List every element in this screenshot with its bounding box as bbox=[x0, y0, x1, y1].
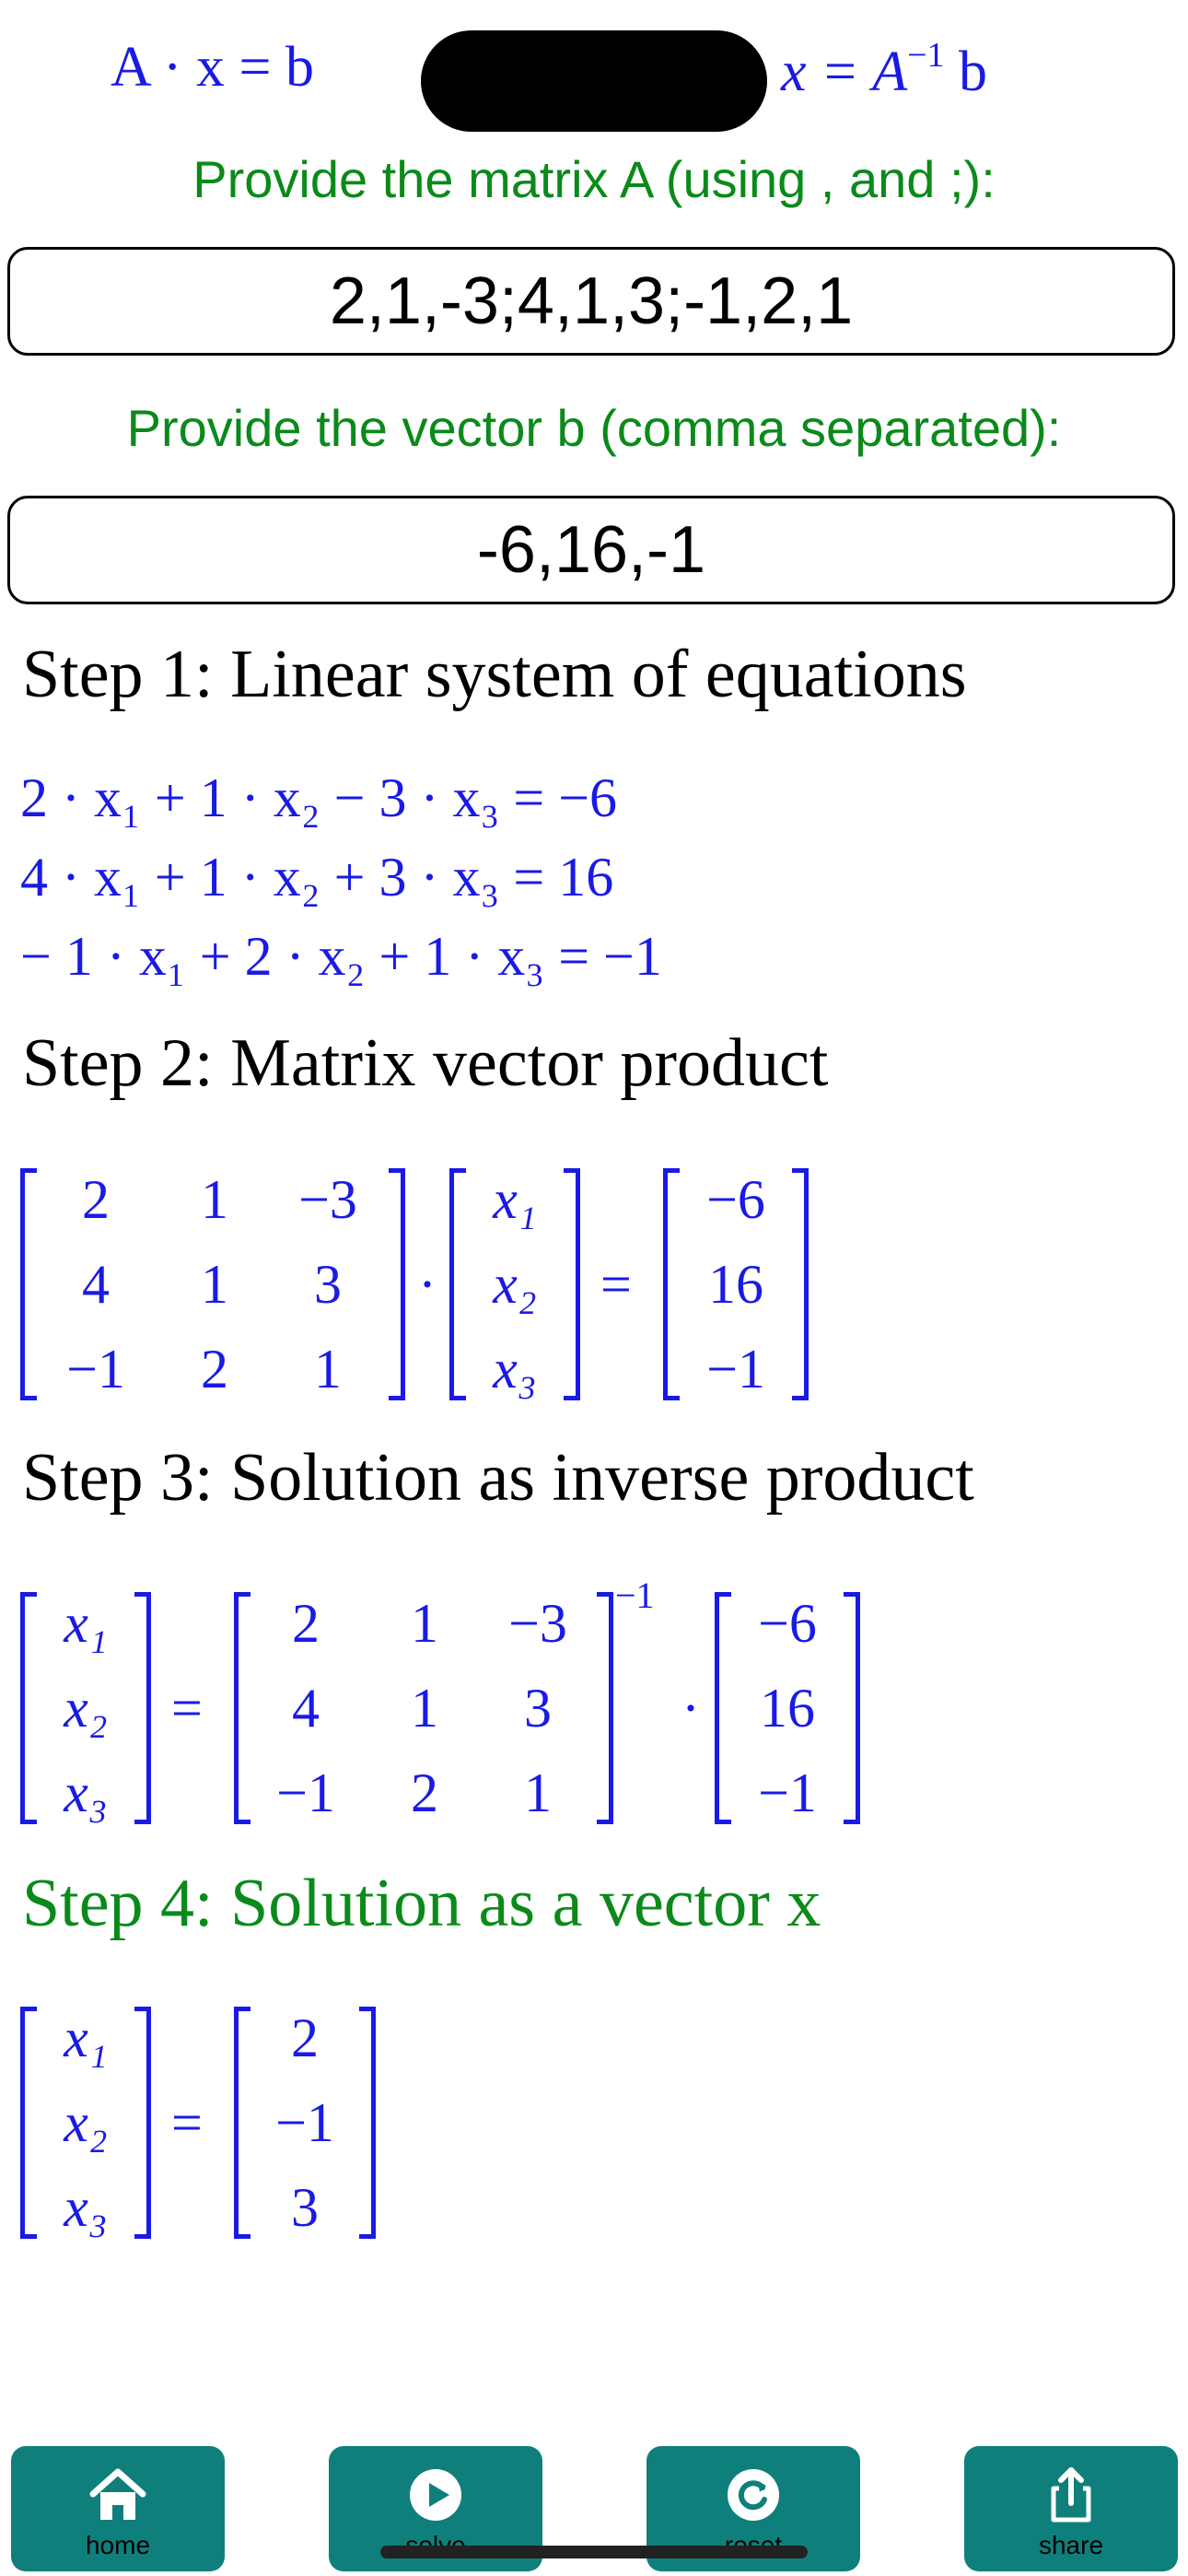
matrix-cell: −3 bbox=[298, 1169, 357, 1230]
matrix-cell: 2 bbox=[201, 1339, 228, 1399]
equation-row-1: 2 · x₁ + 1 · x₂ − 3 · x₃ = −6 bbox=[20, 767, 618, 828]
step3-matrix-a bbox=[234, 1592, 613, 1824]
solution-cell: 2 bbox=[291, 2008, 319, 2068]
vector-cell: x₁ bbox=[64, 2008, 108, 2068]
equals-operator: = bbox=[600, 1254, 632, 1315]
bracket-right bbox=[844, 1592, 860, 1824]
solution-cell: −1 bbox=[275, 2092, 334, 2153]
vector-cell: x₃ bbox=[64, 1762, 108, 1823]
dot-operator: · bbox=[418, 1254, 437, 1315]
solution-vector bbox=[234, 2007, 376, 2239]
vector-cell: x₃ bbox=[493, 1339, 537, 1399]
bracket-left bbox=[20, 1168, 37, 1400]
matrix-cell: 2 bbox=[411, 1762, 438, 1823]
step1-title: Step 1: Linear system of equations bbox=[22, 637, 967, 712]
step4-vector-x bbox=[20, 2007, 151, 2239]
matrix-cell: 1 bbox=[201, 1169, 228, 1230]
step2-matrix-a bbox=[20, 1168, 405, 1400]
bracket-left bbox=[663, 1168, 680, 1400]
bracket-left bbox=[234, 1592, 250, 1824]
share-label: share bbox=[1038, 2531, 1104, 2559]
share-icon bbox=[1039, 2463, 1103, 2527]
matrix-input[interactable]: 2,1,-3;4,1,3;-1,2,1 bbox=[7, 247, 1175, 356]
step4-title: Step 4: Solution as a vector x bbox=[22, 1866, 821, 1941]
bracket-right bbox=[389, 1168, 405, 1400]
step2-vector-x bbox=[449, 1168, 580, 1400]
matrix-cell: 3 bbox=[314, 1254, 342, 1315]
matrix-cell: 3 bbox=[524, 1678, 552, 1739]
formula-solution-suffix: b bbox=[944, 41, 988, 103]
vector-cell: −6 bbox=[706, 1169, 765, 1230]
vector-cell: −1 bbox=[758, 1762, 817, 1823]
dot-operator: · bbox=[681, 1678, 700, 1739]
vector-cell: 16 bbox=[708, 1254, 763, 1315]
bracket-right bbox=[792, 1168, 809, 1400]
matrix-prompt: Provide the matrix A (using , and ;): bbox=[192, 150, 996, 208]
inverse-superscript: −1 bbox=[615, 1575, 655, 1616]
matrix-cell: 1 bbox=[201, 1254, 228, 1315]
dynamic-island bbox=[421, 30, 767, 132]
vector-cell: −6 bbox=[758, 1593, 817, 1654]
bracket-left bbox=[715, 1592, 731, 1824]
matrix-cell: −3 bbox=[508, 1593, 567, 1654]
step3-vector-x bbox=[20, 1592, 151, 1824]
vector-cell: x₂ bbox=[493, 1254, 537, 1315]
solution-cell: 3 bbox=[291, 2177, 319, 2238]
vector-cell: 16 bbox=[760, 1678, 815, 1739]
step3-vector-b bbox=[715, 1592, 860, 1824]
equation-row-2: 4 · x₁ + 1 · x₂ + 3 · x₃ = 16 bbox=[20, 847, 614, 907]
step3-title: Step 3: Solution as inverse product bbox=[22, 1440, 974, 1516]
home-label: home bbox=[85, 2531, 151, 2559]
vector-cell: x₂ bbox=[64, 2092, 108, 2153]
vector-input[interactable]: -6,16,-1 bbox=[7, 496, 1175, 604]
formula-system: A · x = b bbox=[111, 36, 314, 99]
matrix-cell: 1 bbox=[524, 1762, 552, 1823]
matrix-cell: 1 bbox=[314, 1339, 342, 1399]
bracket-left bbox=[234, 2007, 250, 2239]
house-icon bbox=[86, 2463, 150, 2527]
equals-operator: = bbox=[171, 2092, 203, 2153]
matrix-cell: 4 bbox=[292, 1678, 320, 1739]
matrix-cell: −1 bbox=[66, 1339, 125, 1399]
play-icon bbox=[403, 2463, 468, 2527]
step2-title: Step 2: Matrix vector product bbox=[22, 1025, 829, 1101]
vector-cell: x₃ bbox=[64, 2177, 108, 2238]
matrix-cell: 2 bbox=[292, 1593, 320, 1654]
step2-vector-b bbox=[663, 1168, 809, 1400]
equation-row-3: − 1 · x₁ + 2 · x₂ + 1 · x₃ = −1 bbox=[20, 926, 662, 987]
equals-operator: = bbox=[171, 1678, 203, 1739]
home-indicator[interactable] bbox=[380, 2546, 808, 2558]
matrix-cell: 1 bbox=[411, 1678, 438, 1739]
matrix-cell: −1 bbox=[276, 1762, 335, 1823]
matrix-cell: 1 bbox=[411, 1593, 438, 1654]
formula-solution-inverse: −1 bbox=[907, 36, 945, 75]
bracket-right bbox=[597, 1592, 613, 1824]
bracket-right bbox=[359, 2007, 376, 2239]
vector-prompt: Provide the vector b (comma separated): bbox=[126, 399, 1062, 457]
matrix-cell: 4 bbox=[82, 1254, 110, 1315]
formula-solution-prefix: x = A bbox=[781, 41, 908, 103]
vector-cell: x₁ bbox=[64, 1593, 108, 1654]
formula-solution bbox=[781, 35, 987, 105]
share-button[interactable] bbox=[964, 2446, 1178, 2571]
home-button[interactable] bbox=[11, 2446, 225, 2571]
vector-cell: x₁ bbox=[493, 1169, 537, 1230]
vector-cell: −1 bbox=[706, 1339, 765, 1399]
matrix-cell: 2 bbox=[82, 1169, 110, 1230]
vector-cell: x₂ bbox=[64, 1678, 108, 1739]
refresh-icon bbox=[721, 2463, 786, 2527]
